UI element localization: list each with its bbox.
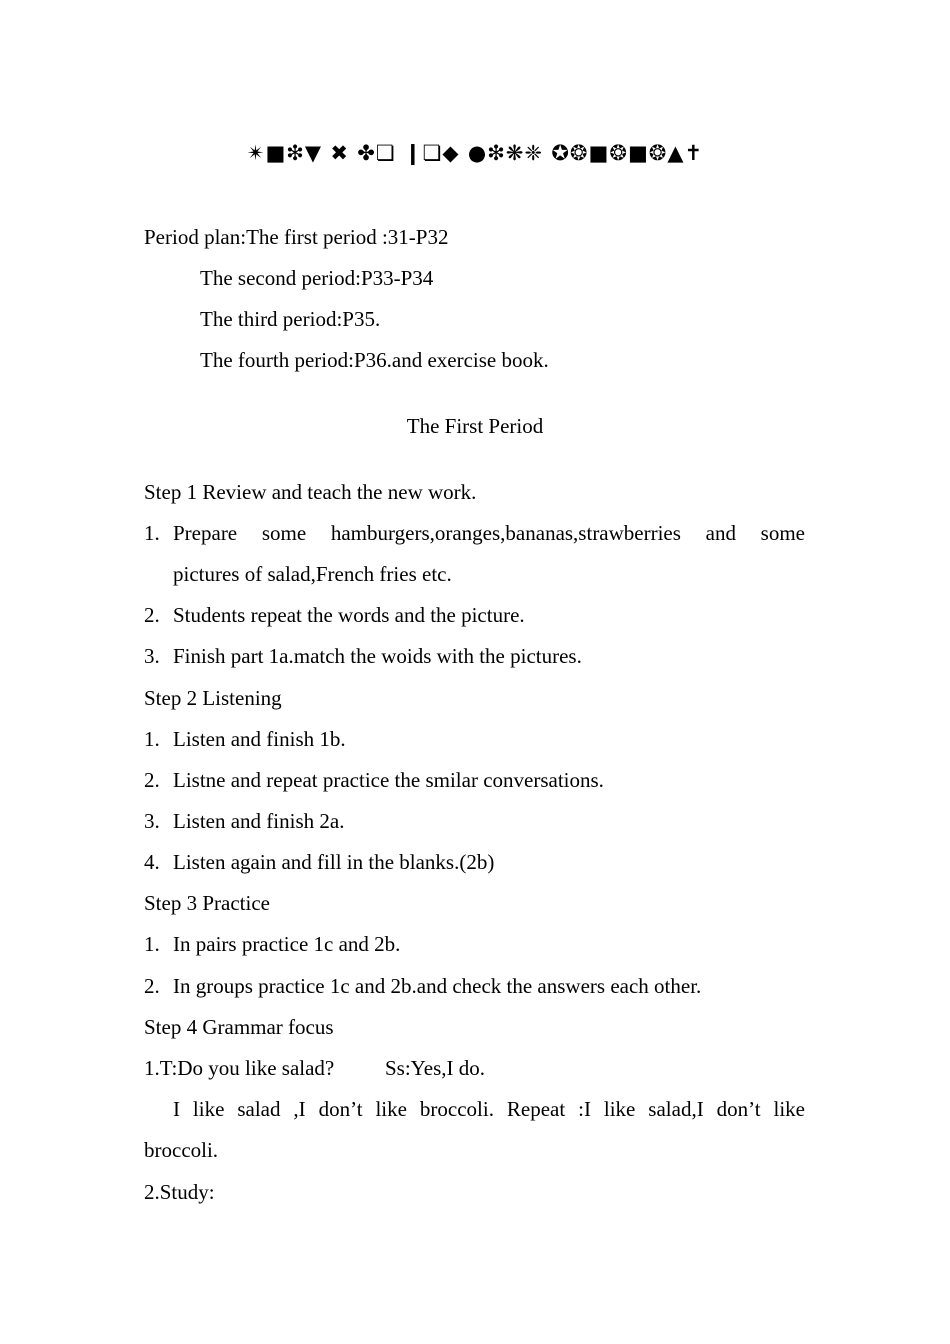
step4-heading: Step 4 Grammar focus bbox=[144, 1015, 334, 1039]
study-label: 2.Study: bbox=[144, 1180, 215, 1204]
period-plan-line-1: Period plan:The first period :31-P32 bbox=[144, 225, 449, 249]
list-item-text: Finish part 1a.match the woids with the pictures. bbox=[173, 644, 582, 668]
list-item-text: In pairs practice 1c and 2b. bbox=[173, 932, 401, 956]
document-title: ✴■❇▼ ✖ ✤❏ ❙❏◆ ●❇❋❈ ✪❂■❂■❂▲✝ bbox=[246, 141, 704, 165]
list-number: 2. bbox=[144, 768, 160, 792]
list-item-text: Prepare some hamburgers,oranges,bananas,strawberries and some bbox=[173, 521, 805, 545]
list-number: 2. bbox=[144, 974, 160, 998]
list-number: 4. bbox=[144, 850, 160, 874]
list-number: 3. bbox=[144, 809, 160, 833]
section-heading: The First Period bbox=[406, 414, 544, 438]
list-number: 1. bbox=[144, 521, 160, 545]
list-number: 2. bbox=[144, 603, 160, 627]
list-item-text: Students repeat the words and the picture. bbox=[173, 603, 525, 627]
list-item-text: Listen again and fill in the blanks.(2b) bbox=[173, 850, 495, 874]
step2-heading: Step 2 Listening bbox=[144, 686, 282, 710]
list-item-text: Listen and finish 1b. bbox=[173, 727, 346, 751]
list-number: 1. bbox=[144, 932, 160, 956]
period-plan-line-4: The fourth period:P36.and exercise book. bbox=[200, 348, 549, 372]
dialogue-teacher: 1.T:Do you like salad? bbox=[144, 1056, 335, 1080]
list-number: 3. bbox=[144, 644, 160, 668]
list-item-text: Listen and finish 2a. bbox=[173, 809, 345, 833]
period-plan-line-3: The third period:P35. bbox=[200, 307, 381, 331]
step1-heading: Step 1 Review and teach the new work. bbox=[144, 480, 477, 504]
period-plan-line-2: The second period:P33-P34 bbox=[200, 266, 434, 290]
list-item-text: Listne and repeat practice the smilar conversations. bbox=[173, 768, 604, 792]
list-number: 1. bbox=[144, 727, 160, 751]
grammar-example: I like salad ,I don’t like broccoli. Repeat :I like salad,I don’t like bbox=[173, 1097, 805, 1121]
list-item-text: In groups practice 1c and 2b.and check the answers each other. bbox=[173, 974, 702, 998]
grammar-example-continued: broccoli. bbox=[144, 1138, 219, 1162]
step3-heading: Step 3 Practice bbox=[144, 891, 270, 915]
dialogue-students: Ss:Yes,I do. bbox=[385, 1056, 485, 1080]
list-item-text-continued: pictures of salad,French fries etc. bbox=[173, 562, 452, 586]
